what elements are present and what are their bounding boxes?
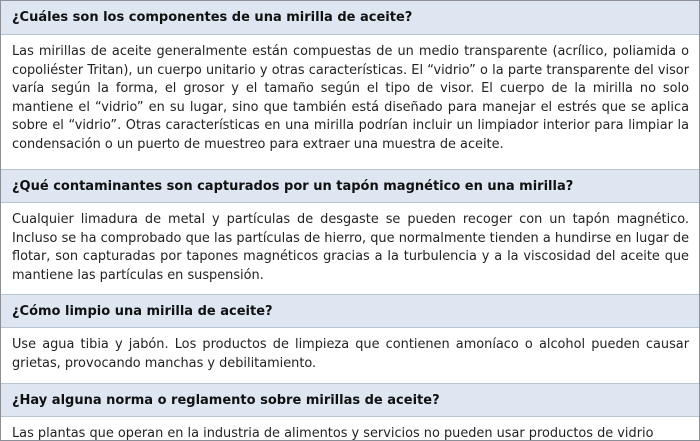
faq-answer-cleaning: Use agua tibia y jabón. Los productos de limpieza que contienen amoníaco o alcohol pueden causar grietas, provocando manchas y debilitamiento. <box>12 337 689 371</box>
faq-question-regulations: ¿Hay alguna norma o reglamento sobre mirillas de aceite? <box>1 383 699 417</box>
faq-answer-regulations: Las plantas que operan en la industria de alimentos y servicios no pueden usar productos de vidrio <box>12 426 654 441</box>
faq-question-contaminants: ¿Qué contaminantes son capturados por un tapón magnético en una mirilla? <box>1 169 699 203</box>
faq-answer-contaminants: Cualquier limadura de metal y partículas de desgaste se pueden recoger con un tapón magnético. Incluso se ha comprobado que las partículas de hierro, que normalmente tienden a hundirse en lugar de flotar, son capturadas por tapones magnéticos gracias a la turbulencia y a la viscosidad del aceite que mantiene las partículas en suspensión. <box>12 212 689 283</box>
faq-question-components: ¿Cuáles son los componentes de una mirilla de aceite? <box>1 1 699 35</box>
faq-question-cleaning: ¿Cómo limpio una mirilla de aceite? <box>1 294 699 328</box>
faq-answer-components: Las mirillas de aceite generalmente están compuestas de un medio transparente (acrílico, poliamida o copoliéster Tritan), un cuerpo unitario y otras características. El “vidrio” o la parte transparente del visor varía según la forma, el grosor y el tamaño según el tipo de visor. El cuerpo de la mirilla no solo mantiene el “vidrio” en su lugar, sino que también está diseñado para manejar el estrés que se aplica sobre el “vidrio”. Otras características en una mirilla podrían incluir un limpiador interior para limpiar la condensación o un puerto de muestreo para extraer una muestra de aceite. <box>12 44 689 152</box>
